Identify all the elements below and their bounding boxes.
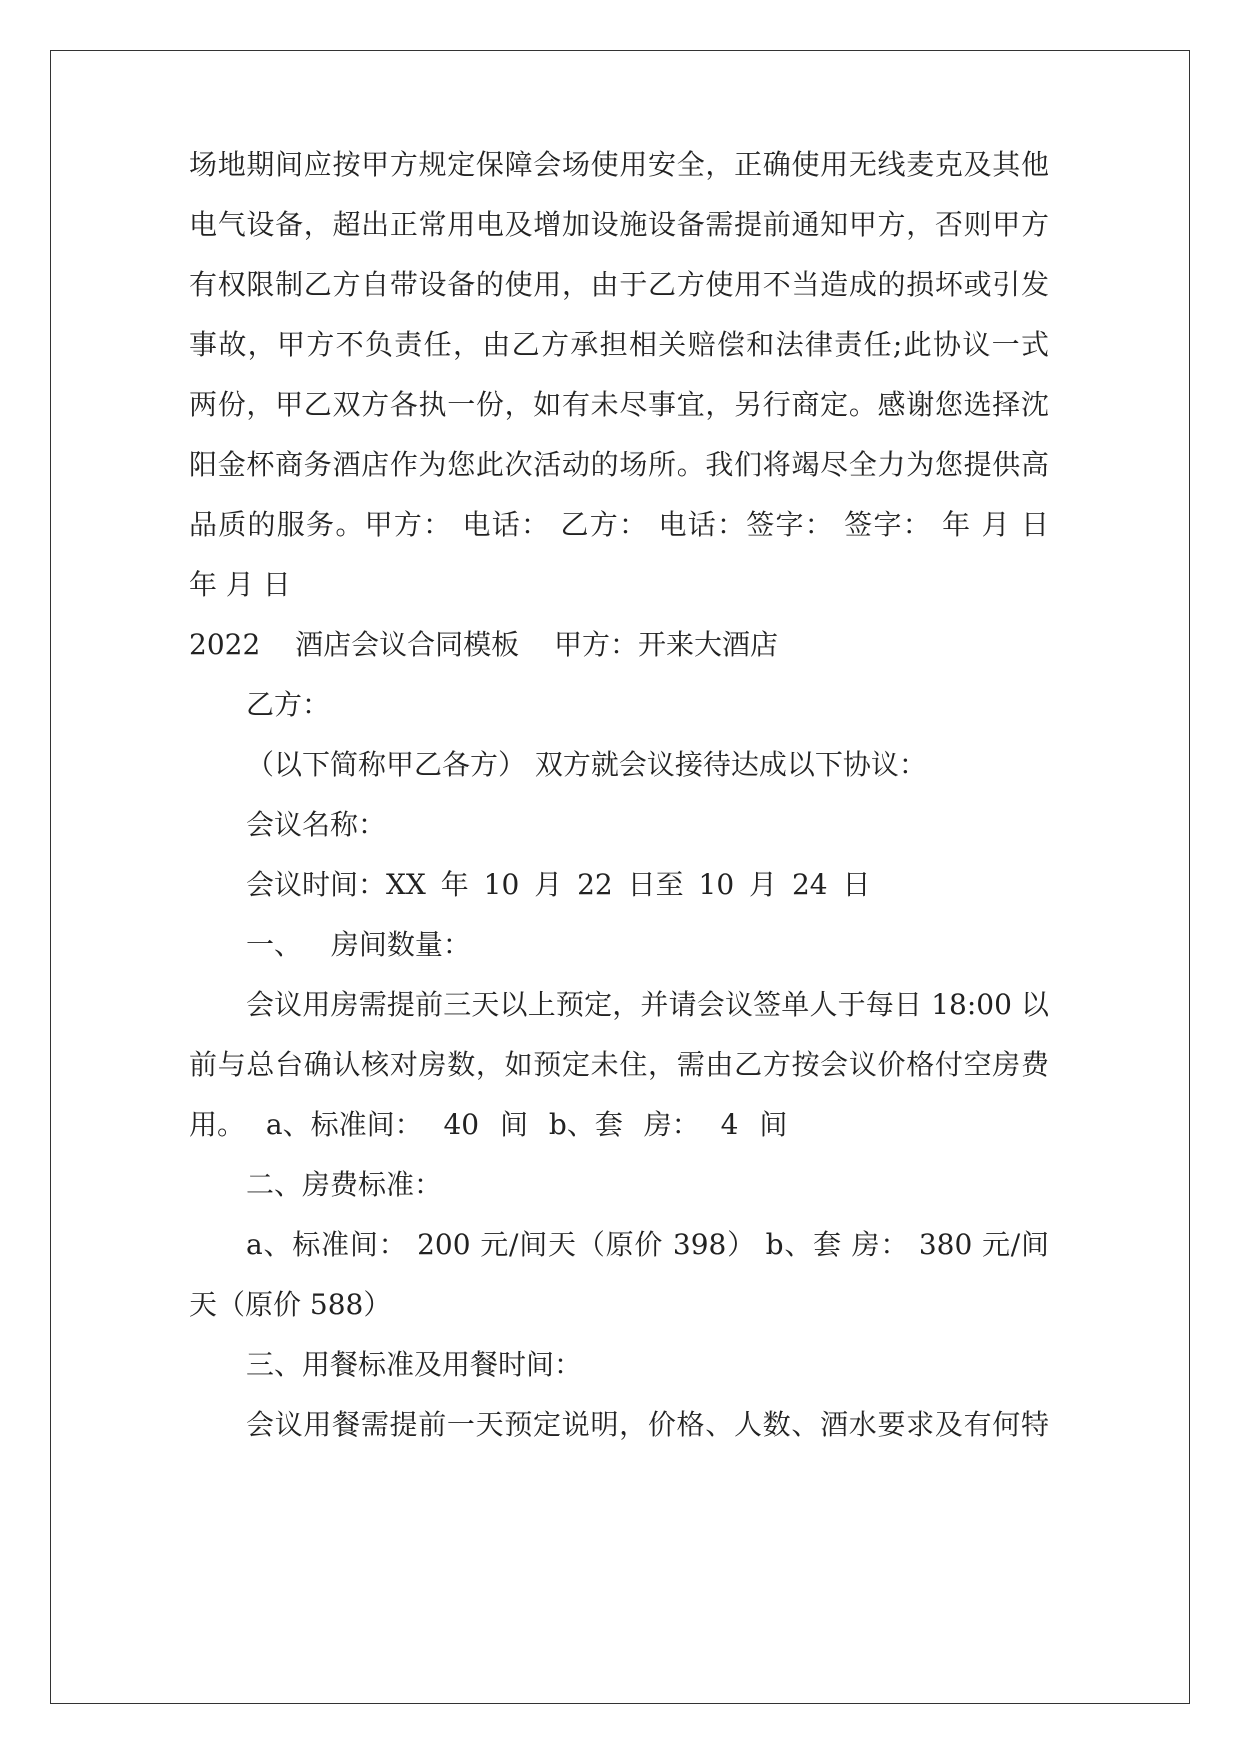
paragraph-line: 前与总台确认核对房数，如预定未住，需由乙方按会议价格付空房费 (189, 1048, 1049, 1081)
paragraph-line: 有权限制乙方自带设备的使用，由于乙方使用不当造成的损坏或引发 (189, 268, 1049, 301)
paragraph-line: （以下简称甲乙各方） 双方就会议接待达成以下协议： (246, 748, 927, 781)
party-b-line: 乙方： (246, 688, 331, 721)
section-heading: 三、用餐标准及用餐时间： (246, 1348, 583, 1381)
meeting-time-line: 会议时间：XX 年 10 月 22 日至 10 月 24 日 (246, 868, 871, 901)
paragraph-line: 会议用房需提前三天以上预定，并请会议签单人于每日 18:00 以 (246, 988, 1049, 1021)
paragraph-line: 年 月 日 (189, 568, 291, 601)
paragraph-line: 事故，甲方不负责任，由乙方承担相关赔偿和法律责任;此协议一式 (189, 328, 1049, 361)
paragraph-line: 电气设备，超出正常用电及增加设施设备需提前通知甲方，否则甲方 (189, 208, 1049, 241)
paragraph-line: 阳金杯商务酒店作为您此次活动的场所。我们将竭尽全力为您提供高 (189, 448, 1049, 481)
section-heading: 二、房费标准： (246, 1168, 443, 1201)
paragraph-line: 会议用餐需提前一天预定说明，价格、人数、酒水要求及有何特 (246, 1408, 1049, 1441)
paragraph-line: 两份，甲乙双方各执一份，如有未尽事宜，另行商定。感谢您选择沈 (189, 388, 1049, 421)
paragraph-line: a、标准间： 200 元/间天（原价 398） b、套 房： 380 元/间 (246, 1228, 1049, 1261)
paragraph-line: 场地期间应按甲方规定保障会场使用安全，正确使用无线麦克及其他 (189, 148, 1049, 181)
document-title-line: 2022 酒店会议合同模板 甲方：开来大酒店 (189, 628, 779, 661)
paragraph-line: 天（原价 588） (189, 1288, 392, 1321)
paragraph-line: 用。 a、标准间： 40 间 b、套 房： 4 间 (189, 1108, 788, 1141)
paragraph-line: 品质的服务。甲方： 电话： 乙方： 电话：签字： 签字： 年 月 日 (189, 508, 1049, 541)
section-heading: 一、 房间数量： (246, 928, 471, 961)
meeting-name-line: 会议名称： (246, 808, 387, 841)
